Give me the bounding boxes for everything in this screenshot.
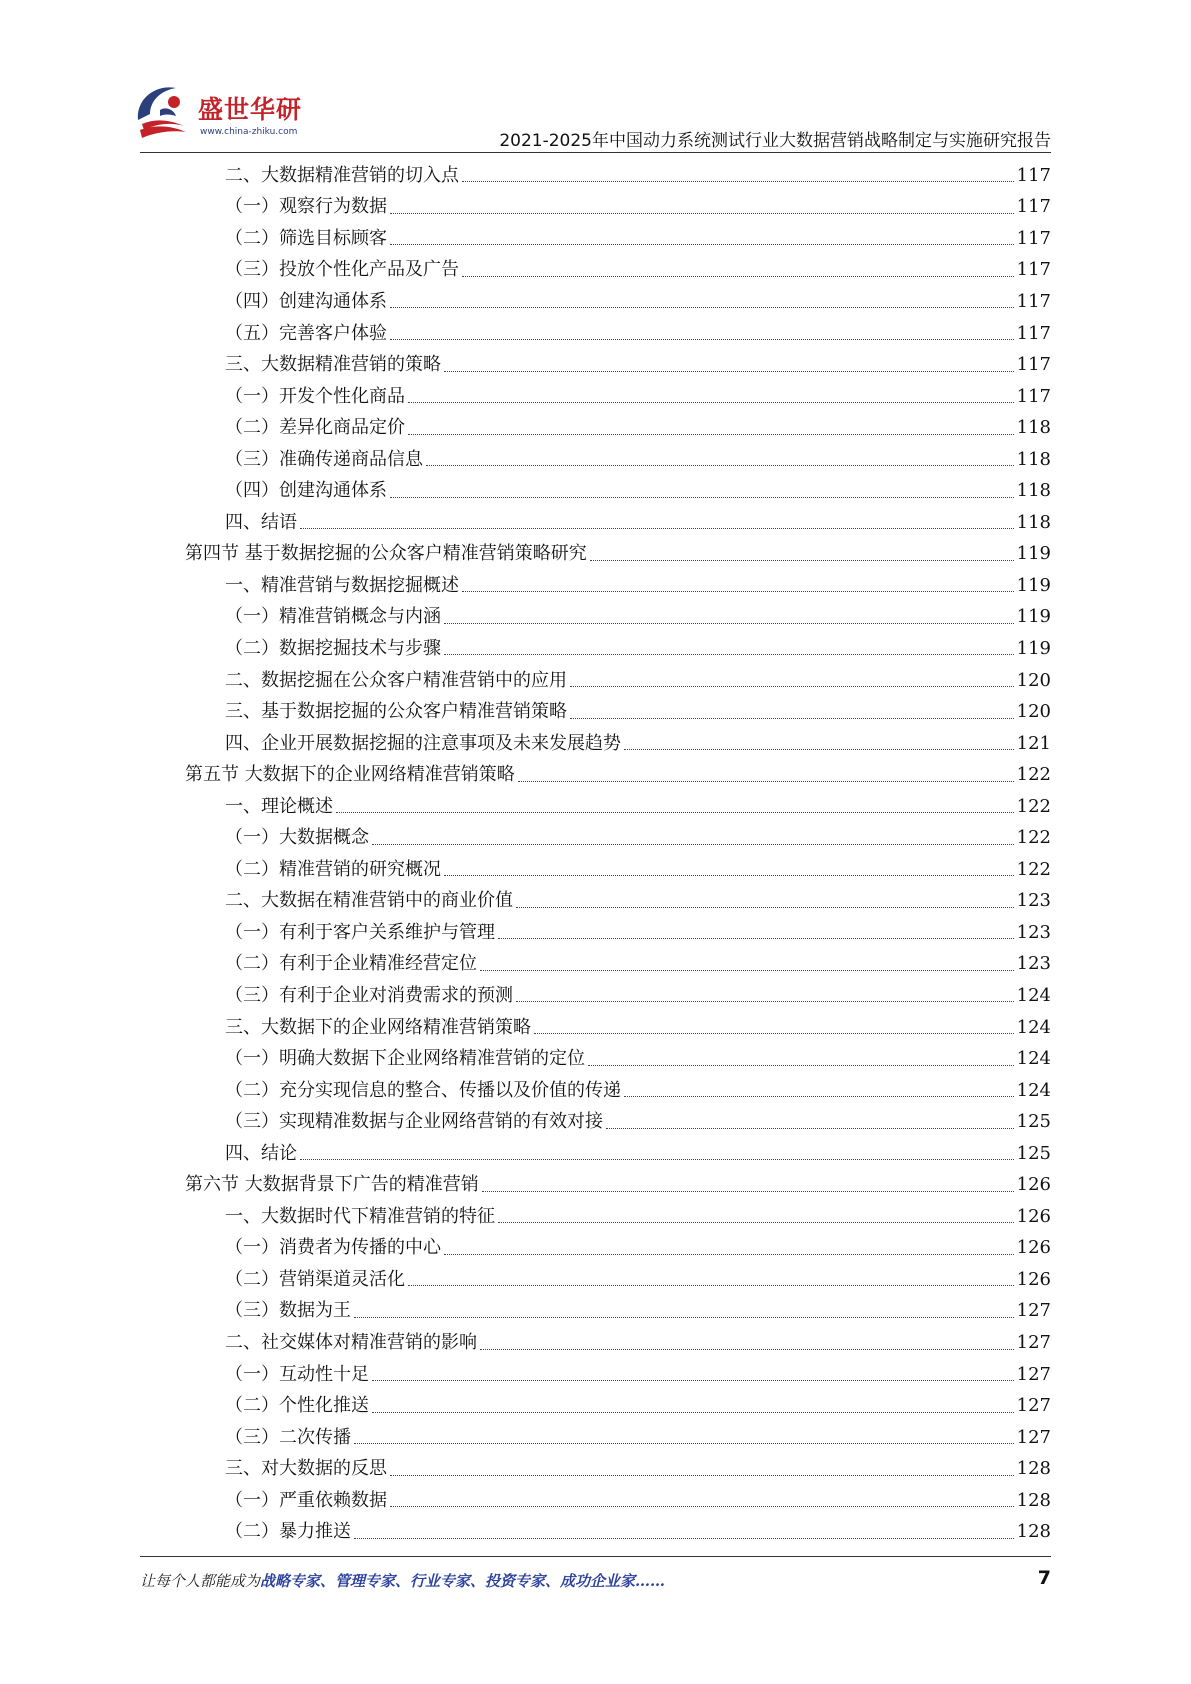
toc-entry-page: 120 (1016, 701, 1051, 723)
page-header (0, 0, 1191, 160)
toc-dot-leader (390, 339, 1014, 340)
toc-entry-title: 四、结语 (225, 511, 297, 533)
toc-entry[interactable] (185, 633, 1051, 665)
toc-entry-page: 122 (1016, 795, 1051, 817)
toc-entry[interactable] (185, 1075, 1051, 1107)
toc-entry-title: （一）严重依赖数据 (225, 1489, 387, 1511)
toc-entry[interactable] (185, 886, 1051, 918)
toc-entry[interactable] (185, 1422, 1051, 1454)
toc-entry-title: 三、对大数据的反思 (225, 1458, 387, 1480)
toc-entry-title: （二）精准营销的研究概况 (225, 858, 441, 880)
toc-entry-page: 124 (1016, 1016, 1051, 1038)
toc-entry-title: （一）精准营销概念与内涵 (225, 606, 441, 628)
logo-url: www.china-zhiku.com (200, 127, 298, 137)
toc-dot-leader (590, 560, 1014, 561)
toc-entry[interactable] (185, 1327, 1051, 1359)
toc-dot-leader (408, 1285, 1014, 1286)
toc-dot-leader (444, 623, 1014, 624)
toc-dot-leader (444, 875, 1014, 876)
toc-entry-page: 118 (1016, 417, 1051, 439)
toc-dot-leader (518, 781, 1014, 782)
toc-entry-page: 117 (1016, 354, 1051, 376)
toc-entry[interactable] (185, 1390, 1051, 1422)
toc-dot-leader (482, 1191, 1014, 1192)
toc-entry-title: （三）准确传递商品信息 (225, 448, 423, 470)
toc-entry-title: 一、理论概述 (225, 795, 333, 817)
footer-slogan (140, 1570, 665, 1591)
toc-entry-page: 128 (1016, 1458, 1051, 1480)
toc-entry-page: 118 (1016, 511, 1051, 533)
toc-entry-title: 四、企业开展数据挖掘的注意事项及未来发展趋势 (225, 732, 621, 754)
toc-entry-title: （一）消费者为传播的中心 (225, 1237, 441, 1259)
toc-entry[interactable] (185, 1233, 1051, 1265)
toc-dot-leader (534, 1033, 1014, 1034)
toc-entry-title: （一）明确大数据下企业网络精准营销的定位 (225, 1048, 585, 1070)
toc-entry[interactable] (185, 570, 1051, 602)
toc-entry[interactable] (185, 160, 1051, 192)
toc-dot-leader (300, 1159, 1014, 1160)
toc-entry-title: （一）互动性十足 (225, 1363, 369, 1385)
toc-entry-page: 121 (1016, 732, 1051, 754)
report-title: 2021-2025年中国动力系统测试行业大数据营销战略制定与实施研究报告 (499, 131, 1051, 151)
toc-dot-leader (516, 907, 1014, 908)
toc-dot-leader (498, 938, 1014, 939)
toc-entry[interactable] (185, 949, 1051, 981)
toc-entry-title: （一）开发个性化商品 (225, 385, 405, 407)
toc-dot-leader (606, 1128, 1014, 1129)
toc-entry-title: （三）投放个性化产品及广告 (225, 259, 459, 281)
toc-entry-page: 123 (1016, 890, 1051, 912)
footer-divider (140, 1556, 1051, 1557)
toc-entry-title: （二）个性化推送 (225, 1395, 369, 1417)
toc-entry-title: （三）数据为王 (225, 1300, 351, 1322)
logo-text: 盛世华研 (198, 95, 303, 124)
toc-dot-leader (426, 465, 1014, 466)
toc-entry-title: （二）差异化商品定价 (225, 417, 405, 439)
toc-entry[interactable] (185, 1106, 1051, 1138)
toc-entry[interactable] (185, 602, 1051, 634)
toc-entry-page: 117 (1016, 259, 1051, 281)
toc-entry-title: （一）有利于客户关系维护与管理 (225, 921, 495, 943)
toc-dot-leader (588, 1065, 1014, 1066)
toc-entry-page: 128 (1016, 1521, 1051, 1543)
toc-dot-leader (408, 434, 1014, 435)
toc-entry-page: 118 (1016, 480, 1051, 502)
toc-dot-leader (372, 1380, 1014, 1381)
toc-entry[interactable] (185, 192, 1051, 224)
toc-entry[interactable] (185, 1453, 1051, 1485)
toc-entry[interactable] (185, 286, 1051, 318)
toc-entry[interactable] (185, 507, 1051, 539)
toc-entry-page: 122 (1016, 764, 1051, 786)
toc-entry-title: （三）二次传播 (225, 1426, 351, 1448)
toc-entry-title: 三、基于数据挖掘的公众客户精准营销策略 (225, 701, 567, 723)
toc-entry-title: （二）数据挖掘技术与步骤 (225, 637, 441, 659)
toc-entry-page: 117 (1016, 385, 1051, 407)
toc-entry[interactable] (185, 980, 1051, 1012)
toc-entry[interactable] (185, 1296, 1051, 1328)
toc-entry[interactable] (185, 696, 1051, 728)
toc-entry-page: 123 (1016, 953, 1051, 975)
slogan-prefix: 让每个人都能成为 (140, 1572, 261, 1590)
toc-entry-page: 124 (1016, 984, 1051, 1006)
toc-entry-title: （三）实现精准数据与企业网络营销的有效对接 (225, 1111, 603, 1133)
toc-dot-leader (390, 1506, 1014, 1507)
toc-entry-page: 119 (1016, 606, 1051, 628)
company-logo (140, 80, 310, 150)
toc-entry[interactable] (185, 791, 1051, 823)
toc-entry[interactable] (185, 854, 1051, 886)
toc-entry[interactable] (185, 665, 1051, 697)
toc-entry-title: （三）有利于企业对消费需求的预测 (225, 984, 513, 1006)
toc-entry-page: 119 (1016, 574, 1051, 596)
toc-dot-leader (408, 402, 1014, 403)
toc-entry-page: 127 (1016, 1363, 1051, 1385)
toc-dot-leader (372, 844, 1014, 845)
toc-entry-title: 二、社交媒体对精准营销的影响 (225, 1332, 477, 1353)
toc-entry-title: （五）完善客户体验 (225, 322, 387, 344)
toc-entry-page: 127 (1016, 1300, 1051, 1322)
toc-entry[interactable] (185, 728, 1051, 760)
toc-entry[interactable] (185, 475, 1051, 507)
toc-dot-leader (390, 1475, 1014, 1476)
toc-entry-page: 126 (1016, 1268, 1051, 1290)
toc-entry-title: 二、大数据在精准营销中的商业价值 (225, 890, 513, 912)
toc-dot-leader (480, 1349, 1014, 1350)
toc-entry[interactable] (185, 1138, 1051, 1170)
toc-entry[interactable] (185, 381, 1051, 413)
toc-dot-leader (372, 1412, 1014, 1413)
toc-entry-page: 124 (1016, 1079, 1051, 1101)
toc-entry[interactable] (185, 444, 1051, 476)
toc-dot-leader (462, 181, 1014, 182)
toc-entry[interactable] (185, 1485, 1051, 1517)
toc-entry-title: 第五节 大数据下的企业网络精准营销策略 (185, 764, 515, 786)
toc-entry-title: 第四节 基于数据挖掘的公众客户精准营销策略研究 (185, 543, 587, 565)
toc-dot-leader (570, 718, 1014, 719)
toc-dot-leader (498, 1222, 1014, 1223)
toc-entry-page: 124 (1016, 1048, 1051, 1070)
toc-entry-page: 119 (1016, 543, 1051, 565)
toc-entry-title: （四）创建沟通体系 (225, 480, 387, 502)
toc-dot-leader (390, 244, 1014, 245)
toc-entry[interactable] (185, 1201, 1051, 1233)
toc-dot-leader (336, 812, 1014, 813)
toc-entry-title: 二、数据挖掘在公众客户精准营销中的应用 (225, 669, 567, 691)
toc-dot-leader (354, 1317, 1014, 1318)
toc-entry-page: 127 (1016, 1426, 1051, 1448)
toc-entry-page: 118 (1016, 448, 1051, 470)
toc-entry[interactable] (185, 1264, 1051, 1296)
toc-dot-leader (390, 213, 1014, 214)
toc-entry-title: （四）创建沟通体系 (225, 290, 387, 312)
toc-entry[interactable] (185, 822, 1051, 854)
toc-dot-leader (462, 276, 1014, 277)
toc-entry[interactable] (185, 349, 1051, 381)
toc-dot-leader (354, 1443, 1014, 1444)
toc-dot-leader (570, 686, 1014, 687)
slogan-accent: 战略专家、管理专家、行业专家、投资专家、成功企业家…… (260, 1572, 666, 1590)
toc-entry-title: （二）充分实现信息的整合、传播以及价值的传递 (225, 1079, 621, 1101)
toc-entry[interactable] (185, 223, 1051, 255)
toc-entry-page: 125 (1016, 1111, 1051, 1133)
toc-entry-title: 四、结论 (225, 1142, 297, 1164)
toc-entry-page: 117 (1016, 227, 1051, 249)
toc-entry-page: 120 (1016, 669, 1051, 691)
toc-entry-page: 122 (1016, 858, 1051, 880)
toc-dot-leader (462, 591, 1014, 592)
page-number: 7 (1037, 1567, 1051, 1589)
toc-entry-title: （二）暴力推送 (225, 1521, 351, 1543)
toc-entry-page: 125 (1016, 1142, 1051, 1164)
toc-entry-title: （二）营销渠道灵活化 (225, 1268, 405, 1290)
toc-entry[interactable] (185, 1359, 1051, 1391)
toc-entry-page: 126 (1016, 1205, 1051, 1227)
toc-entry-page: 119 (1016, 637, 1051, 659)
toc-entry-page: 122 (1016, 827, 1051, 849)
toc-dot-leader (444, 1254, 1014, 1255)
header-divider (140, 152, 1051, 153)
toc-entry[interactable] (185, 917, 1051, 949)
toc-entry[interactable] (185, 318, 1051, 350)
toc-entry[interactable] (185, 255, 1051, 287)
toc-dot-leader (480, 970, 1014, 971)
toc-entry-title: （一）大数据概念 (225, 827, 369, 849)
toc-dot-leader (624, 749, 1014, 750)
toc-entry[interactable] (185, 1170, 1051, 1202)
toc-entry-page: 128 (1016, 1489, 1051, 1511)
toc-entry[interactable] (185, 1517, 1051, 1549)
toc-entry-title: 三、大数据精准营销的策略 (225, 354, 441, 376)
toc-dot-leader (444, 654, 1014, 655)
toc-entry-title: 二、大数据精准营销的切入点 (225, 164, 459, 186)
toc-entry-title: 一、大数据时代下精准营销的特征 (225, 1205, 495, 1227)
toc-entry-title: 一、精准营销与数据挖掘概述 (225, 574, 459, 596)
toc-entry-page: 117 (1016, 164, 1051, 186)
toc-dot-leader (354, 1538, 1014, 1539)
toc-entry-title: 第六节 大数据背景下广告的精准营销 (185, 1174, 479, 1196)
toc-dot-leader (444, 371, 1014, 372)
toc-entry[interactable] (185, 412, 1051, 444)
toc-entry-title: （一）观察行为数据 (225, 196, 387, 218)
toc-entry-page: 126 (1016, 1174, 1051, 1196)
toc-entry[interactable] (185, 539, 1051, 571)
toc-entry-page: 127 (1016, 1395, 1051, 1417)
toc-entry-title: 三、大数据下的企业网络精准营销策略 (225, 1016, 531, 1038)
toc-entry[interactable] (185, 759, 1051, 791)
table-of-contents (185, 160, 1051, 1548)
toc-entry-page: 126 (1016, 1237, 1051, 1259)
toc-dot-leader (390, 497, 1014, 498)
toc-entry-page: 127 (1016, 1332, 1051, 1353)
toc-entry[interactable] (185, 1012, 1051, 1044)
toc-entry-page: 117 (1016, 196, 1051, 218)
toc-entry-page: 117 (1016, 290, 1051, 312)
toc-dot-leader (516, 1001, 1014, 1002)
toc-entry-title: （二）筛选目标顾客 (225, 227, 387, 249)
toc-entry-page: 117 (1016, 322, 1051, 344)
toc-entry[interactable] (185, 1043, 1051, 1075)
toc-entry-page: 123 (1016, 921, 1051, 943)
toc-entry-title: （二）有利于企业精准经营定位 (225, 953, 477, 975)
toc-dot-leader (390, 307, 1014, 308)
logo-emblem-icon (130, 80, 190, 142)
toc-dot-leader (624, 1096, 1014, 1097)
toc-dot-leader (300, 528, 1014, 529)
